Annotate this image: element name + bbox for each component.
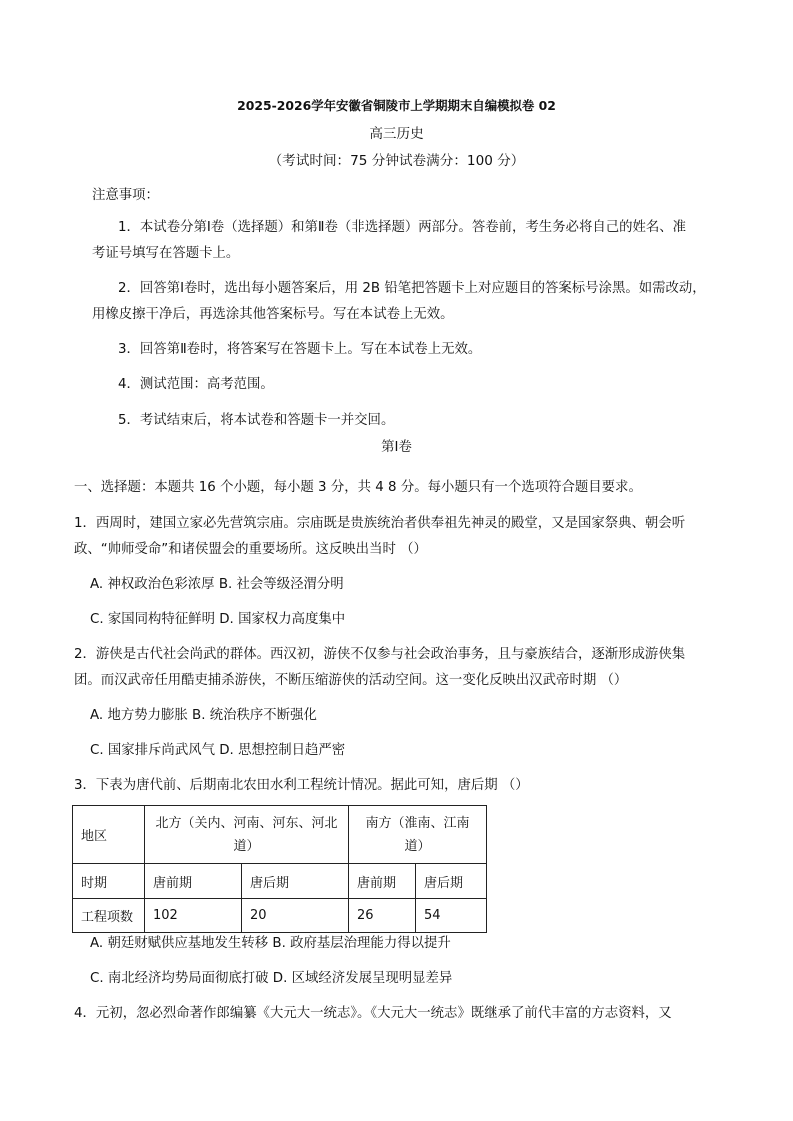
table-cell-period: 唐前期 [145,864,242,899]
notice-item-2: 2．回答第Ⅰ卷时，选出每小题答案后，用 2B 铅笔把答题卡上对应题目的答案标号涂黑。如需改动， [118,281,706,296]
notice-item-3: 3．回答第Ⅱ卷时，将答案写在答题卡上。写在本试卷上无效。 [118,342,482,357]
volume-title: 第Ⅰ卷 [381,440,412,455]
notice-item-1: 1．本试卷分第Ⅰ卷（选择题）和第Ⅱ卷（非选择题）两部分。答卷前，考生务必将自己的姓名、准 [118,220,687,235]
notice-heading: 注意事项： [92,188,159,203]
section-heading: 一、选择题：本题共 16 个小题，每小题 3 分，共 4 8 分。每小题只有一个选项符合题目要求。 [74,480,642,495]
table-header-region: 地区 [73,806,145,864]
table-cell-count: 54 [416,899,487,933]
notice-item-2-cont: 用橡皮擦干净后，再选涂其他答案标号。写在本试卷上无效。 [92,307,454,322]
notice-item-1-cont: 考证号填写在答题卡上。 [92,246,240,261]
table-cell-count: 26 [349,899,416,933]
question-2-stem-line-1: 2．游侠是古代社会尚武的群体。西汉初，游侠不仅参与社会政治事务，且与豪族结合，逐渐形成游侠集 [74,647,686,662]
question-3-options-ab: A. 朝廷财赋供应基地发生转移 B. 政府基层治理能力得以提升 [90,936,451,951]
question-2-options-cd: C. 国家排斥尚武风气 D. 思想控制日趋严密 [90,743,346,758]
question-3-options-cd: C. 南北经济均势局面彻底打破 D. 区域经济发展呈现明显差异 [90,971,453,986]
table-cell-count: 20 [242,899,349,933]
exam-time-info: （考试时间：75 分钟试卷满分：100 分） [268,153,525,169]
question-1-stem-line-2: 政、“帅师受命”和诸侯盟会的重要场所。这反映出当时 （） [74,542,427,557]
question-2-options-ab: A. 地方势力膨胀 B. 统治秩序不断强化 [90,708,317,723]
question-1-options-ab: A. 神权政治色彩浓厚 B. 社会等级泾渭分明 [90,577,344,592]
notice-item-5: 5．考试结束后，将本试卷和答题卡一并交回。 [118,413,395,428]
question-3-stem: 3．下表为唐代前、后期南北农田水利工程统计情况。据此可知，唐后期 （） [74,778,529,793]
table-cell-period: 唐后期 [242,864,349,899]
table-cell-count: 102 [145,899,242,933]
table-header-period: 时期 [73,864,145,899]
subject-title: 高三历史 [369,126,424,142]
irrigation-table [72,805,487,933]
question-1-stem-line-1: 1．西周时，建国立家必先营筑宗庙。宗庙既是贵族统治者供奉祖先神灵的殿堂，又是国家祭典、朝会听 [74,516,686,531]
table-cell-period: 唐前期 [349,864,416,899]
question-2-stem-line-2: 团。而汉武帝任用酷吏捕杀游侠，不断压缩游侠的活动空间。这一变化反映出汉武帝时期 （） [74,673,628,688]
exam-title: 2025-2026学年安徽省铜陵市上学期期末自编模拟卷 02 [237,98,556,113]
question-4-stem-line-1: 4．元初，忽必烈命著作郎编纂《大元大一统志》。《大元大一统志》既继承了前代丰富的方志资料，又 [74,1006,672,1021]
table-header-south: 南方（淮南、江南道） [349,806,487,864]
question-1-options-cd: C. 家国同构特征鲜明 D. 国家权力高度集中 [90,612,346,627]
table-header-north: 北方（关内、河南、河东、河北道） [145,806,349,864]
notice-item-4: 4．测试范围：高考范围。 [118,377,274,392]
table-cell-period: 唐后期 [416,864,487,899]
table-header-count: 工程项数 [73,899,145,933]
